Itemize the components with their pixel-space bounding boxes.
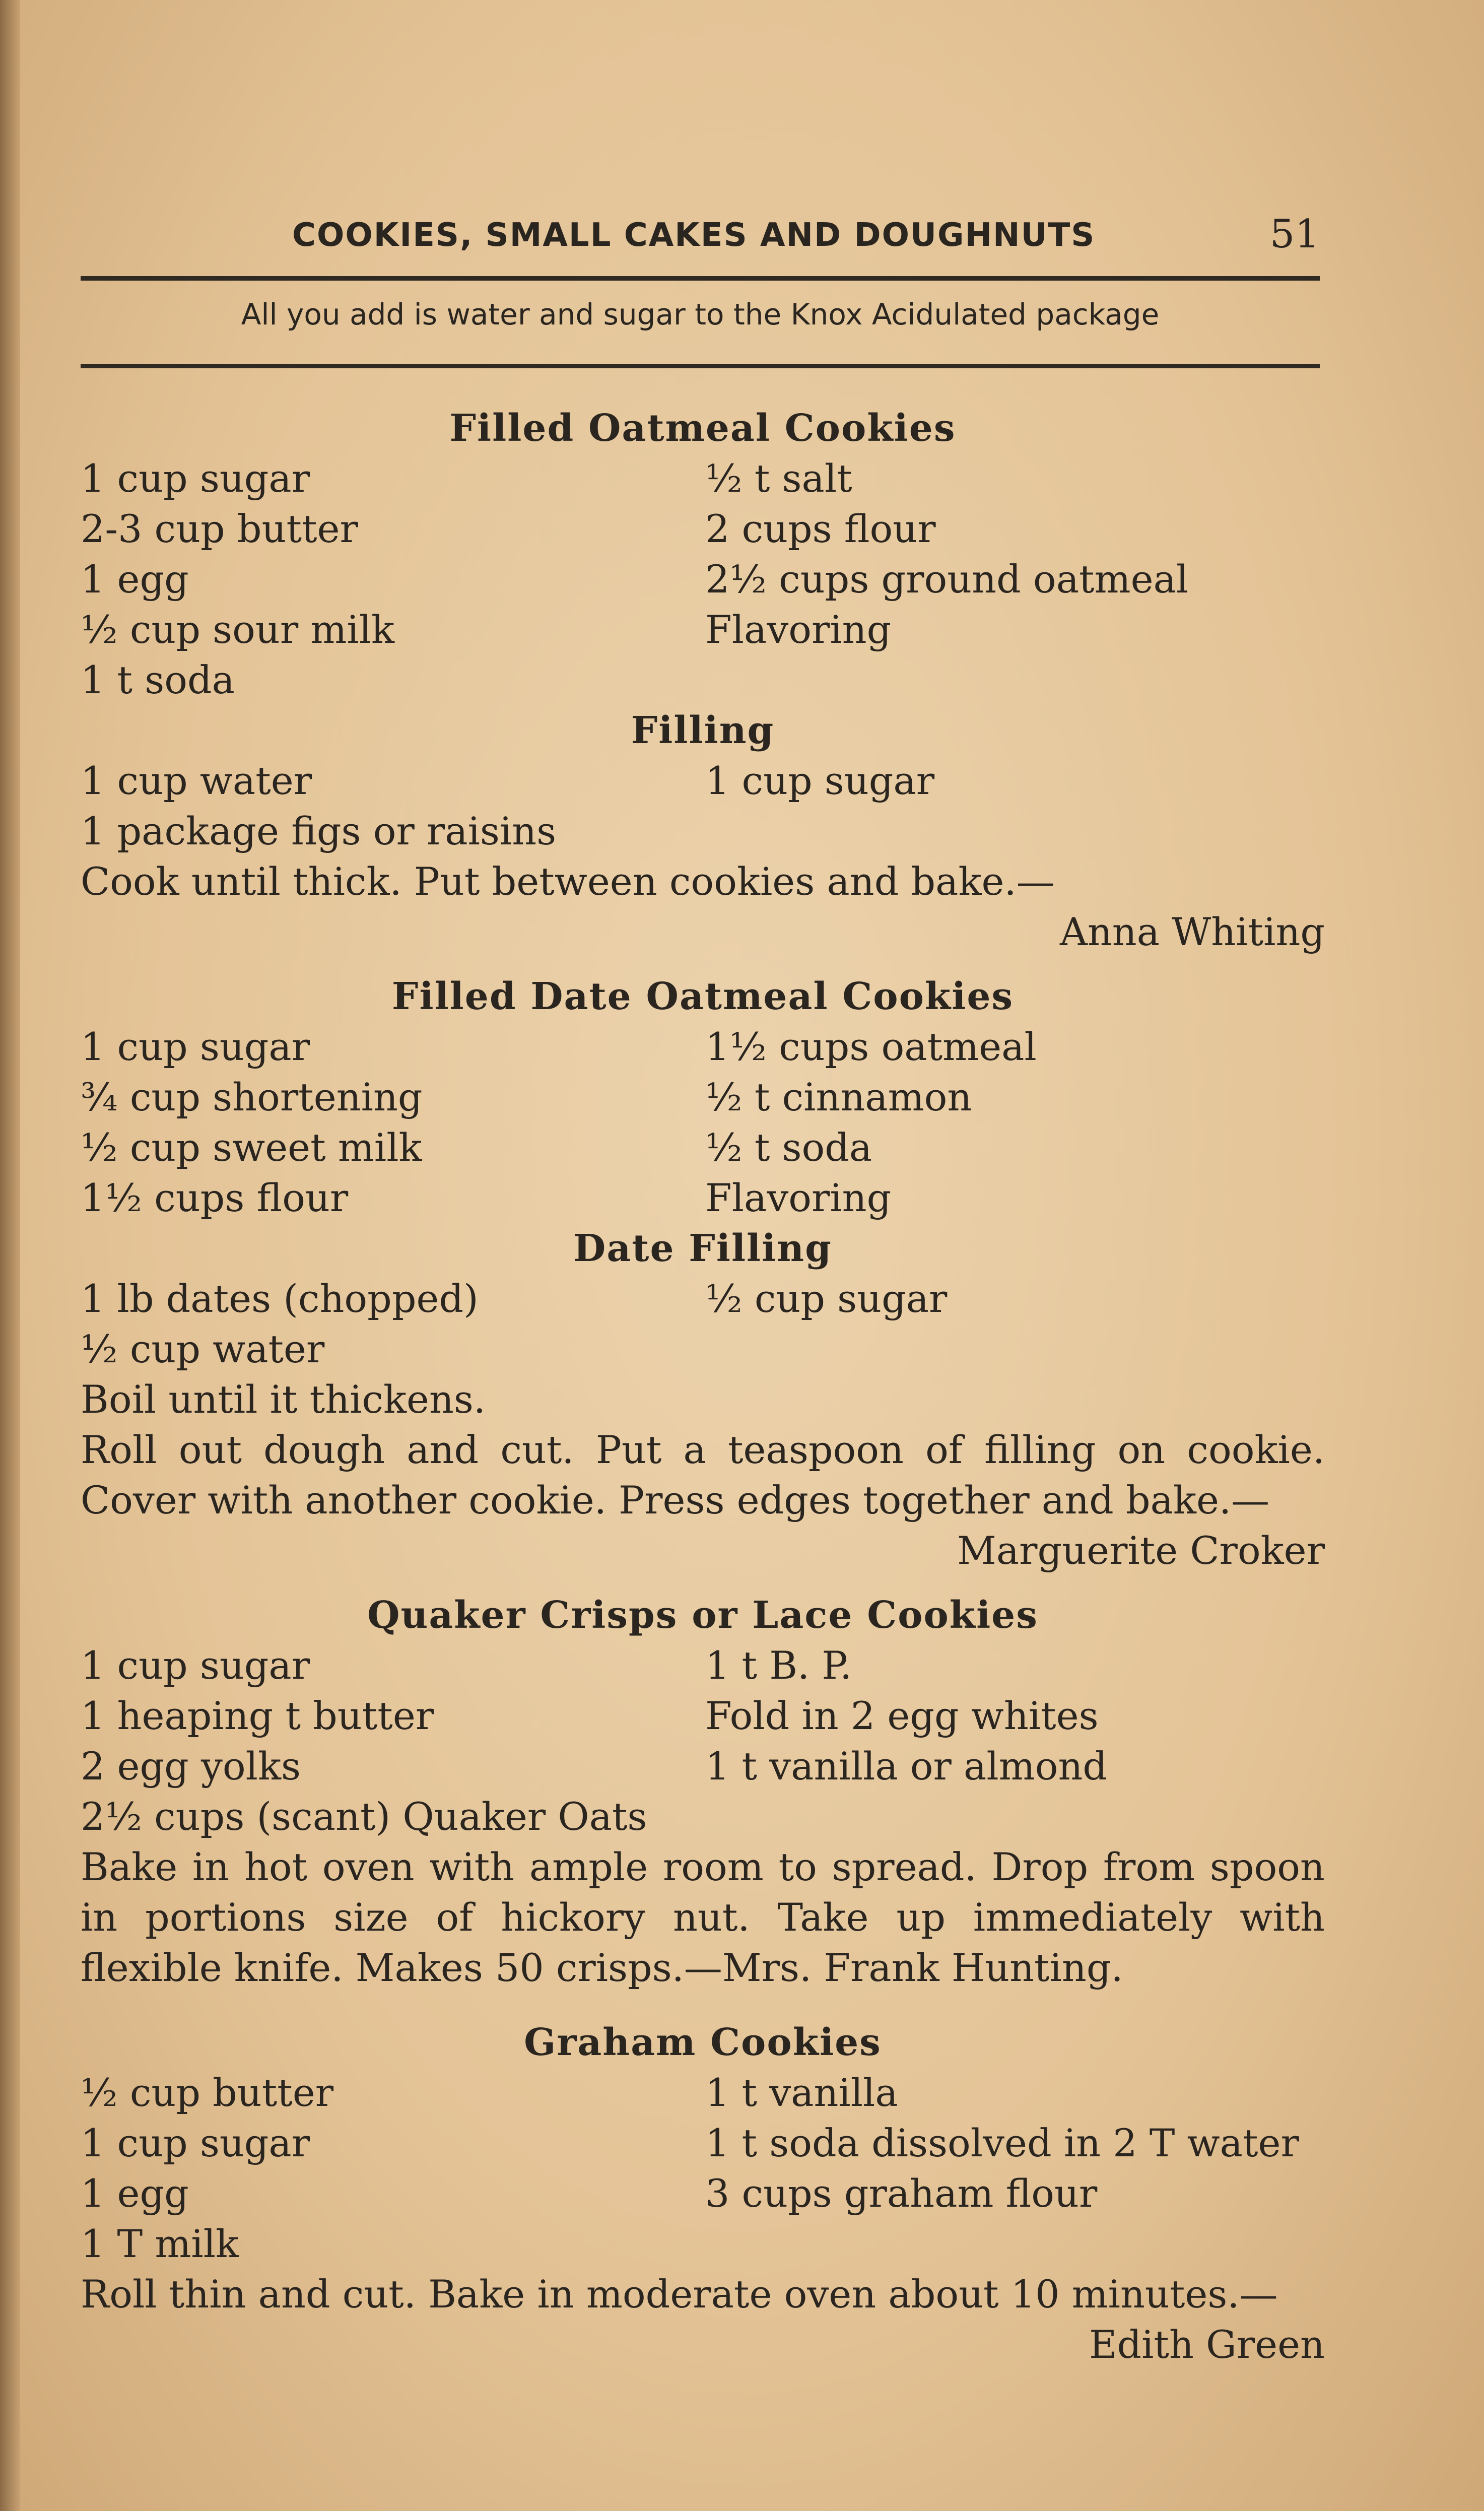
recipe-title: Quaker Crisps or Lace Cookies [367,1594,1038,1637]
ingredients-right [705,1640,1330,1792]
ingredient: ½ cup sour milk [81,607,395,652]
ingredients-left [81,1022,705,1223]
filling-columns [81,1274,1325,1374]
ingredient-columns [81,1640,1325,1792]
ingredient: Flavoring [705,1175,892,1220]
filling-left [81,756,705,856]
ingredient: 1 egg [81,2171,189,2216]
ingredient-columns [81,453,1325,705]
header-rule-top [81,276,1320,281]
ingredient: ½ t salt [705,456,852,501]
running-head: COOKIES, SMALL CAKES AND DOUGHNUTS [292,217,1096,254]
ingredient: 1 t B. P. [705,1643,852,1688]
filling-right [705,756,1330,856]
instructions: Roll out dough and cut. Put a teaspoon of filling on cookie. Cover with another cookie. Press edges together and bake.— [81,1427,1325,1523]
ingredient: 2½ cups (scant) Quaker Oats [81,1794,647,1839]
ingredient: 1 heaping t butter [81,1693,434,1738]
recipe-graham-cookies [81,2017,1325,2370]
ingredient: 2 egg yolks [81,1744,301,1789]
ingredient: Flavoring [705,607,892,652]
instructions: Roll thin and cut. Bake in moderate oven about 10 minutes.— [81,2272,1278,2317]
header-rule-bottom [81,364,1320,368]
ingredient: 2-3 cup butter [81,506,358,551]
recipe-filled-date-oatmeal-cookies [81,971,1325,1576]
recipe-title: Filled Oatmeal Cookies [449,407,956,450]
ingredient-columns [81,2068,1325,2269]
instructions: Cook until thick. Put between cookies and bake.— [81,859,1055,904]
ingredient: 1 lb dates (chopped) [81,1276,479,1321]
ingredients-left [81,453,705,705]
recipe-quaker-crisps [81,1590,1325,1993]
ingredient: ½ t soda [705,1125,872,1170]
book-spine-edge [0,0,20,2511]
ingredient: ½ cup water [81,1327,325,1371]
ingredients-right [705,2068,1330,2269]
ingredient: 1 cup sugar [81,456,310,501]
ingredient: 1 package figs or raisins [81,809,557,853]
ingredient: 1 t vanilla [705,2070,898,2115]
ingredient: ½ t cinnamon [705,1075,972,1119]
page-number: 51 [1269,212,1320,257]
instructions: Boil until it thickens. [81,1377,486,1422]
ingredient: 1 cup water [81,758,312,803]
ingredient: ½ cup sugar [705,1276,948,1321]
ingredient: 1 cup sugar [81,1024,310,1069]
ingredient: ¾ cup shortening [81,1075,423,1119]
page-header [81,212,1320,267]
ingredients-left [81,1640,705,1792]
tagline: All you add is water and sugar to the Knox Acidulated package [241,297,1160,332]
ingredient: Fold in 2 egg whites [705,1693,1099,1738]
ingredient: 2½ cups ground oatmeal [705,557,1189,602]
ingredients-right [705,453,1330,705]
ingredient-columns [81,1022,1325,1223]
ingredient: ½ cup sweet milk [81,1125,422,1170]
recipe-author: Marguerite Croker [957,1528,1325,1573]
recipe-title: Graham Cookies [524,2021,882,2064]
ingredient: 1 cup sugar [705,758,935,803]
filling-right [705,1274,1330,1374]
filling-columns [81,756,1325,856]
ingredient: 1 egg [81,557,189,602]
ingredient: 1 T milk [81,2221,239,2266]
filling-left [81,1274,705,1374]
ingredient: 1 cup sugar [81,2121,310,2165]
sub-title: Date Filling [573,1227,832,1270]
ingredient: 1½ cups oatmeal [705,1024,1037,1069]
ingredients-right [705,1022,1330,1223]
recipe-filled-oatmeal-cookies [81,403,1325,957]
ingredient: 1 cup sugar [81,1643,310,1688]
ingredient: 1½ cups flour [81,1175,349,1220]
recipe-title: Filled Date Oatmeal Cookies [391,975,1014,1018]
sub-title: Filling [631,709,775,752]
recipe-author: Edith Green [1089,2322,1325,2367]
ingredient: 1 t soda dissolved in 2 T water [705,2121,1299,2165]
ingredient: 1 t soda [81,657,235,702]
ingredient: ½ cup butter [81,2070,334,2115]
ingredient: 1 t vanilla or almond [705,1744,1108,1789]
recipe-author: Anna Whiting [1059,909,1325,954]
recipe-content [81,403,1325,2370]
ingredients-left [81,2068,705,2269]
ingredient: 3 cups graham flour [705,2171,1098,2216]
instructions: Bake in hot oven with ample room to spread. Drop from spoon in portions size of hickory nut. Take up immediately with flexible knife. Makes 50 crisps.—Mrs. Frank Hunting. [81,1844,1325,1990]
ingredient: 2 cups flour [705,506,936,551]
